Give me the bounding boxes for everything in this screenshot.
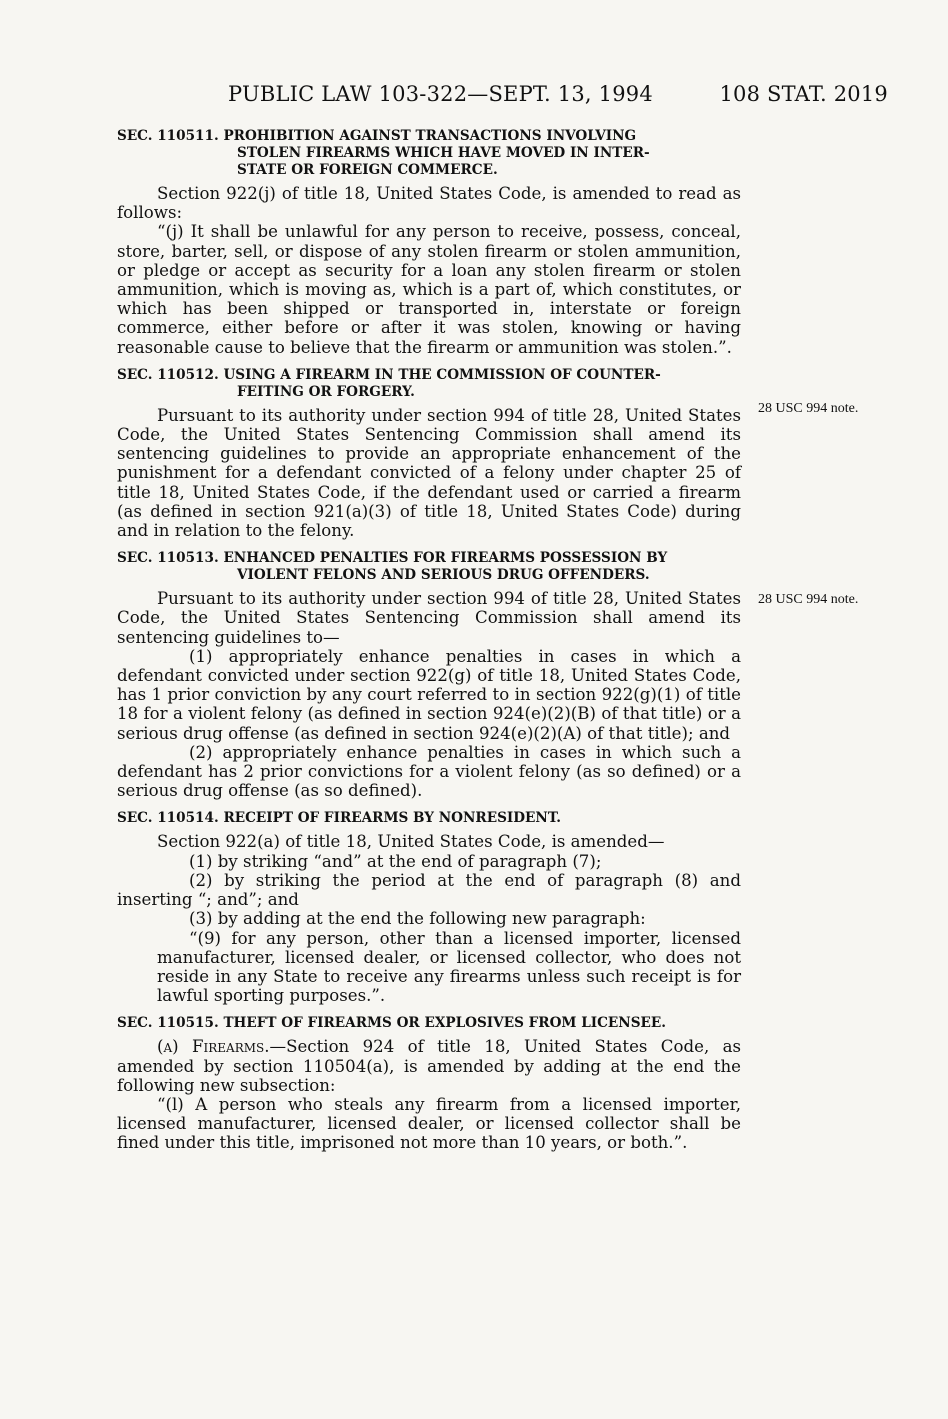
heading-line: VIOLENT FELONS AND SERIOUS DRUG OFFENDERS. (237, 567, 650, 584)
section-110511 (117, 128, 741, 357)
heading-line: SEC. 110513. ENHANCED PENALTIES FOR FIREARMS POSSESSION BY (117, 550, 668, 567)
public-law-title: PUBLIC LAW 103-322—SEPT. 13, 1994 (228, 82, 653, 106)
paragraph: Section 922(j) of title 18, United States Code, is amended to read as follows: (117, 184, 741, 223)
section-heading (117, 367, 741, 401)
section-heading (117, 128, 741, 179)
list-item: (3) by adding at the end the following new paragraph: (189, 909, 646, 929)
section-heading (117, 1015, 741, 1032)
margin-note-110513: 28 USC 994 note. (758, 592, 859, 607)
heading-line: STATE OR FOREIGN COMMERCE. (237, 162, 498, 178)
quoted-subsection: “(j) It shall be unlawful for any person to receive, possess, conceal, store, barter, sell, or dispose of any stolen firearm or stolen ammunition, or pledge or accept as security for a loan any stolen firearm or stolen ammunition, which is moving as, which is a part of, which constitutes, or which has been shipped or transported in, interstate or foreign commerce, either before or after it was stolen, knowing or having reasonable cause to believe that the firearm or ammunition was stolen.”. (117, 222, 741, 357)
statute-page-number: 108 STAT. 2019 (719, 82, 888, 106)
quoted-subsection: “(l) A person who steals any firearm from a licensed importer, licensed manufacturer, licensed dealer, or licensed collector shall be fined under this title, imprisoned not more than 10 years, or both.”. (117, 1094, 741, 1153)
heading-line: FEITING OR FORGERY. (237, 383, 415, 400)
section-110514 (117, 810, 741, 1005)
list-item: (1) by striking “and” at the end of paragraph (7); (189, 851, 602, 871)
list-item: (2) appropriately enhance penalties in cases in which such a defendant has 2 prior convictions for a violent felony (as so defined) or a serious drug offense (as so defined). (117, 742, 741, 801)
heading-line: SEC. 110514. RECEIPT OF FIREARMS BY NONRESIDENT. (117, 810, 561, 827)
subsection-label: (a) Firearms. (157, 1037, 270, 1057)
paragraph: Pursuant to its authority under section 994 of title 28, United States Code, the United States Sentencing Commission shall amend its sentencing guidelines to— (117, 589, 741, 647)
section-110513 (117, 550, 741, 800)
paragraph: Pursuant to its authority under section 994 of title 28, United States Code, the United States Sentencing Commission shall amend its sentencing guidelines to provide an appropriate enhancement of the punishment for a defendant convicted of a felony under chapter 25 of title 18, United States Code, if the defendant used or carried a firearm (as defined in section 921(a)(3) of title 18, United States Code) during and in relation to the felony. (117, 405, 741, 541)
list-item: (1) appropriately enhance penalties in cases in which a defendant convicted under section 922(g) of title 18, United States Code, has 1 prior conviction by any court referred to in section 922(g)(1) of title 18 for a violent felony (as defined in section 924(e)(2)(B) of that title) or a serious drug offense (as defined in section 924(e)(2)(A) of that title); and (117, 646, 741, 743)
section-heading (117, 550, 741, 584)
section-110515 (117, 1015, 741, 1152)
heading-line: STOLEN FIREARMS WHICH HAVE MOVED IN INTER- (237, 145, 650, 161)
section-heading (117, 810, 741, 827)
list-item: (2) by striking the period at the end of paragraph (8) and inserting “; and”; and (117, 870, 741, 910)
section-110512 (117, 367, 741, 540)
heading-line: SEC. 110512. USING A FIREARM IN THE COMMISSION OF COUNTER- (117, 366, 661, 383)
document-body (117, 128, 741, 1153)
quoted-paragraph: “(9) for any person, other than a licensed importer, licensed manufacturer, licensed dealer, or licensed collector, who does not reside in any State to receive any firearms unless such receipt is for lawful sporting purposes.”. (157, 928, 741, 1006)
subsection-text: —Section 924 of title 18, United States Code, as amended by section 110504(a), is amended by adding at the end the following new subsection: (117, 1037, 741, 1095)
heading-line: SEC. 110515. THEFT OF FIREARMS OR EXPLOSIVES FROM LICENSEE. (117, 1015, 666, 1032)
paragraph: Section 922(a) of title 18, United States Code, is amended— (157, 832, 665, 852)
paragraph (117, 1037, 741, 1095)
margin-note-110512: 28 USC 994 note. (758, 401, 859, 416)
heading-line: SEC. 110511. PROHIBITION AGAINST TRANSACTIONS INVOLVING (117, 128, 637, 144)
